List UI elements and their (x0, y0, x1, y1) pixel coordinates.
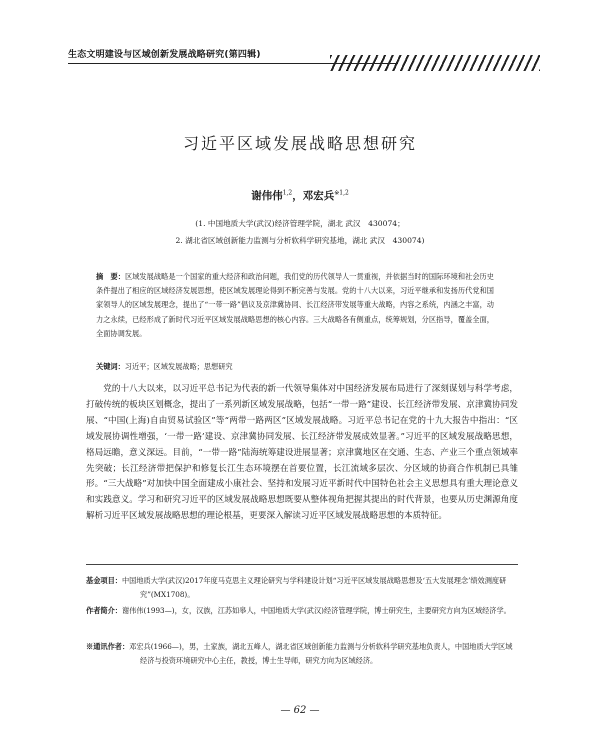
footnote-label: 作者简介： (86, 606, 122, 615)
footnote-rule (86, 564, 518, 565)
footnote-label: 基金项目： (86, 576, 122, 585)
footnote-author-bio (86, 604, 516, 618)
keywords-label: 关键词： (96, 362, 125, 371)
keywords (96, 362, 494, 372)
author-name: 谢伟伟 (251, 190, 283, 202)
footnote-label: ※通讯作者： (86, 642, 130, 651)
footnote-text: 中国地质大学(武汉)2017年度马克思主义理论研究与学科建设计划“习近平区域发展战略思想及‘五大发展理念’绩效测度研究”(MX1708)。 (121, 576, 507, 599)
author-name: 邓宏兵 (302, 190, 335, 202)
footnote-corresponding-author (86, 640, 516, 668)
article-title: 习近平区域发展战略思想研究 (182, 134, 417, 153)
affiliation-line: (1. 中国地质大学(武汉)经济管理学院，湖北 武汉 430074； (195, 219, 405, 228)
author-line (0, 188, 600, 203)
body-paragraph: 党的十八大以来，以习近平总书记为代表的新一代领导集体对中国经济发展布局进行了深刻谋划与科学考虑，打破传统的板块区划概念，提出了一系列新区域发展战略，包括“一带一路”建设、长江经济带发展、京津冀协同发展、“中国(上海)自由贸易试验区”等“两带一路两区”区域发展战略。习近平总书记在党的十九大报告中指出：“区域发展协调性增强，‘一带一路’建设、京津冀协同发展、长江经济带发展成效显著。”习近平的区域发展战略思想，格局远瞻，意义深远。目前，“一带一路”陆海统筹建设进展显著；京津冀地区在交通、生态、产业三个重点领域率先突破；长江经济带把保护和修复长江生态环境摆在首要位置，长江流域多层次、分区域的协商合作机制已具雏形。“三大战略”对加快中国全面建成小康社会、坚持和发展习近平新时代中国特色社会主义思想具有重大理论意义和实践意义。学习和研究习近平的区域发展战略思想既要从整体视角把握其提出的时代背景，也要从历史渊源角度解析习近平区域发展战略思想的理论根基，更要深入解读习近平区域发展战略思想的本质特征。 (86, 384, 518, 522)
footnote-funding (86, 574, 516, 602)
abstract-label: 摘 要： (96, 272, 125, 281)
header-hatch-decoration (330, 55, 540, 71)
running-header: 生态文明建设与区域创新发展战略研究(第四辑) (68, 50, 261, 60)
footnote-text: 谢伟伟(1993—)，女，汉族，江苏如皋人，中国地质大学(武汉)经济管理学院，博士研究生，主要研究方向为区域经济学。 (121, 606, 511, 615)
author-affiliation-mark: ※1,2 (334, 189, 349, 197)
affiliation-line: 2. 湖北省区域创新能力监测与分析软科学研究基地，湖北 武汉 430074) (175, 236, 425, 245)
footnote-text: 邓宏兵(1966—)，男，土家族，湖北五峰人，湖北省区域创新能力监测与分析软科学研究基地负责人，中国地质大学区域经济与投资环境研究中心主任，教授，博士生导师，研究方向为区域经济。 (129, 642, 513, 665)
abstract (96, 270, 494, 341)
author-affiliation-mark: 1,2 (282, 189, 293, 197)
author-separator: ， (292, 190, 303, 202)
abstract-text: 区域发展战略是一个国家的重大经济和政治问题，我们党的历代领导人一贯重视，并依据当时的国际环境和社会历史条件提出了相应的区域经济发展思想，使区域发展理论得到不断完善与发展。党的十八大以来，习近平继承和发扬历代党和国家领导人的区域发展理念，提出了“一带一路”倡议及京津冀协同、长江经济带发展等重大战略，内容之系统，内涵之丰富，动力之永续，已经形成了新时代习近平区域发展战略思想的核心内容。三大战略各有侧重点，统筹规划，分区指导，覆盖全面，全面协调发展。 (96, 272, 494, 338)
keywords-text: 习近平；区域发展战略；思想研究 (124, 362, 233, 371)
page-number: — 62 — (280, 705, 320, 716)
